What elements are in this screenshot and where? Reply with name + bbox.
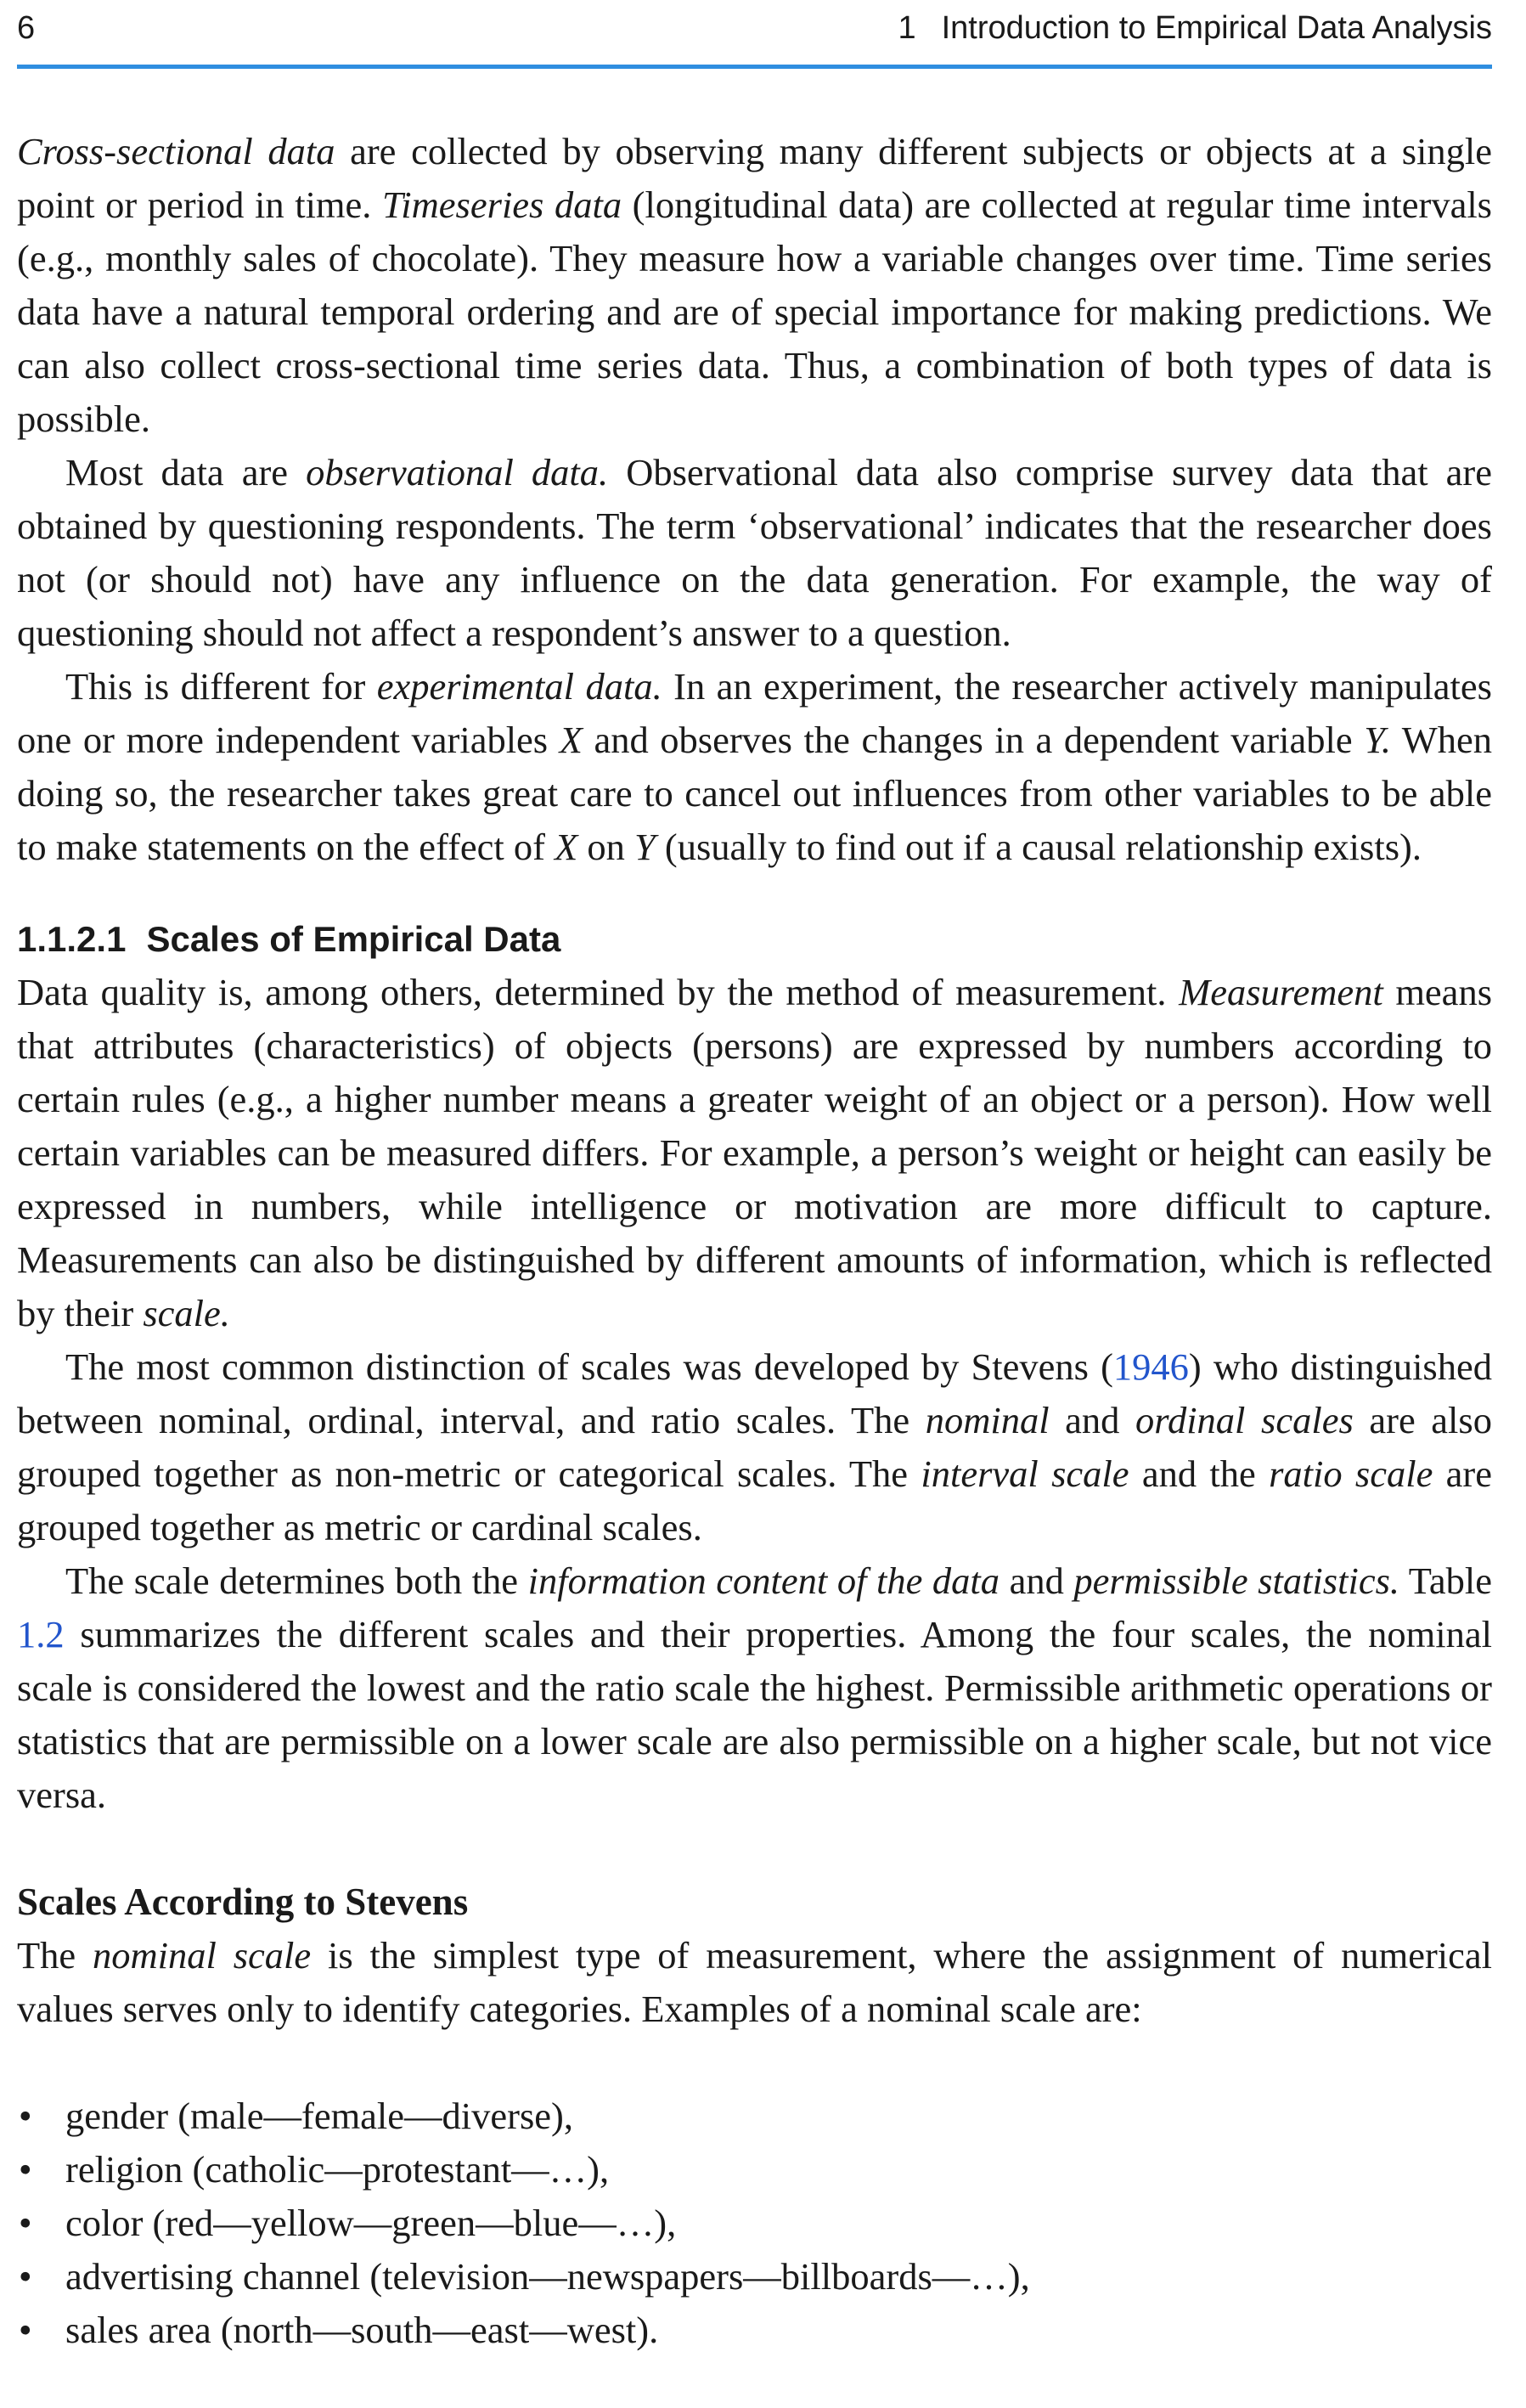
list-item bbox=[17, 2089, 1492, 2143]
bullet-icon: • bbox=[19, 2255, 32, 2298]
variable-x: X bbox=[555, 826, 578, 868]
bullet-icon: • bbox=[19, 2148, 32, 2191]
term-nominal-scale: nominal scale bbox=[93, 1934, 312, 1977]
list-item-text: religion (catholic—protestant—…), bbox=[65, 2148, 610, 2191]
section-number: 1.1.2.1 bbox=[17, 919, 127, 959]
term-ratio-scale: ratio scale bbox=[1269, 1452, 1433, 1495]
paragraph-measurement bbox=[17, 966, 1492, 1340]
term-observational: observational data. bbox=[306, 451, 609, 493]
list-item-text: color (red—yellow—green—blue—…), bbox=[65, 2202, 677, 2244]
text-run: The bbox=[17, 1934, 93, 1977]
term-timeseries: Timeseries data bbox=[382, 183, 622, 226]
chapter-number: 1 bbox=[898, 10, 916, 46]
text-run: and the bbox=[1129, 1452, 1270, 1495]
text-run: summarizes the different scales and their properties. Among the four scales, the nominal scale is considered the lowest and the ratio scale the highest. Permissible arithmetic operations or statistics that are permissible on a lower scale are also permissible on a higher scale, but not vice versa. bbox=[17, 1613, 1492, 1816]
list-item bbox=[17, 2304, 1492, 2357]
text-run: are also grouped together as non-metric or categorical scales. The bbox=[17, 1399, 1492, 1495]
table-link-1-2[interactable]: 1.2 bbox=[17, 1613, 65, 1655]
paragraph-scale-determines bbox=[17, 1554, 1492, 1822]
text-run: The most common distinction of scales was developed by Stevens ( bbox=[65, 1345, 1113, 1388]
book-page bbox=[17, 0, 1492, 2357]
list-item-text: gender (male—female—diverse), bbox=[65, 2095, 573, 2137]
text-run: Observational data also comprise survey data that are obtained by questioning respondents. The term ‘observational’ indicates that the researcher does not (or should not) have any influence on the data generation. For example, the way of questioning should not affect a respondent’s answer to a question. bbox=[17, 451, 1492, 654]
chapter-title bbox=[898, 10, 1492, 47]
list-item bbox=[17, 2143, 1492, 2197]
text-run: is the simplest type of measurement, where the assignment of numerical values serves only to identify categories. Examples of a nominal scale are: bbox=[17, 1934, 1492, 2030]
text-run: Table bbox=[1399, 1559, 1492, 1602]
text-run: means that attributes (characteristics) of objects (persons) are expressed by numbers according to certain rules (e.g., a higher number means a greater weight of an object or a person). How well certain variables can be measured differs. For example, a person’s weight or height can easily be expressed in numbers, while intelligence or motivation are more difficult to capture. Measurements can also be distinguished by different amounts of information, which is reflected by their bbox=[17, 971, 1493, 1334]
text-run: and bbox=[1049, 1399, 1136, 1441]
paragraph-nominal-scale bbox=[17, 1929, 1492, 2036]
term-interval-scale: interval scale bbox=[921, 1452, 1129, 1495]
subheading-scales-stevens: Scales According to Stevens bbox=[17, 1881, 469, 1923]
list-item-text: sales area (north—south—east—west). bbox=[65, 2309, 659, 2351]
term-cross-sectional: Cross-sectional data bbox=[17, 130, 335, 172]
text-run: ) who distinguished between nominal, ordinal, interval, and ratio scales. The bbox=[17, 1345, 1493, 1441]
citation-link-1946[interactable]: 1946 bbox=[1112, 1345, 1189, 1388]
list-item bbox=[17, 2197, 1492, 2250]
list-item-text: advertising channel (television—newspapers—billboards—…), bbox=[65, 2255, 1030, 2298]
list-item bbox=[17, 2250, 1492, 2304]
term-permissible-statistics: permissible statistics. bbox=[1073, 1559, 1400, 1602]
variable-y: Y bbox=[634, 826, 656, 868]
text-run: (longitudinal data) are collected at regular time intervals (e.g., monthly sales of chocolate). They measure how a variable changes over time. Time series data have a natural temporal ordering and are of special importance for making predictions. We can also collect cross-sectional time series data. Thus, a combination of both types of data is possible. bbox=[17, 183, 1492, 440]
variable-x: X bbox=[559, 719, 583, 761]
chapter-title-text: Introduction to Empirical Data Analysis bbox=[941, 10, 1492, 46]
text-run: and observes the changes in a dependent variable bbox=[582, 719, 1365, 761]
variable-y: Y. bbox=[1364, 719, 1391, 761]
text-run: The scale determines both the bbox=[65, 1559, 528, 1602]
text-run: on bbox=[577, 826, 635, 868]
term-ordinal-scales: ordinal scales bbox=[1135, 1399, 1354, 1441]
text-run: This is different for bbox=[65, 665, 377, 708]
nominal-examples-list bbox=[17, 2089, 1492, 2357]
running-header bbox=[17, 0, 1492, 69]
text-run: are grouped together as metric or cardinal scales. bbox=[17, 1452, 1492, 1548]
text-run: and bbox=[1000, 1559, 1074, 1602]
bullet-icon: • bbox=[19, 2095, 32, 2137]
text-run: Data quality is, among others, determined by the method of measurement. bbox=[17, 971, 1180, 1013]
text-run: (usually to find out if a causal relationship exists). bbox=[655, 826, 1422, 868]
term-scale: scale. bbox=[143, 1292, 230, 1334]
text-run: Most data are bbox=[65, 451, 307, 493]
term-nominal: nominal bbox=[925, 1399, 1050, 1441]
bullet-icon: • bbox=[19, 2309, 32, 2351]
term-measurement: Measurement bbox=[1179, 971, 1383, 1013]
paragraph-data-types bbox=[17, 125, 1492, 446]
term-information-content: information content of the data bbox=[527, 1559, 1000, 1602]
paragraph-experimental bbox=[17, 660, 1492, 874]
page-number: 6 bbox=[17, 10, 36, 46]
text-run: are collected by observing many different subjects or objects at a single point or period in time. bbox=[17, 130, 1492, 226]
body-text bbox=[17, 125, 1492, 2357]
section-title: Scales of Empirical Data bbox=[146, 919, 561, 959]
paragraph-observational bbox=[17, 446, 1492, 660]
term-experimental: experimental data. bbox=[376, 665, 662, 708]
section-heading bbox=[17, 918, 1492, 961]
text-run: In an experiment, the researcher actively manipulates one or more independent variables bbox=[17, 665, 1492, 761]
bullet-icon: • bbox=[19, 2202, 32, 2244]
text-run: When doing so, the researcher takes great care to cancel out influences from other variables to be able to make statements on the effect of bbox=[17, 719, 1493, 868]
paragraph-stevens bbox=[17, 1340, 1492, 1554]
